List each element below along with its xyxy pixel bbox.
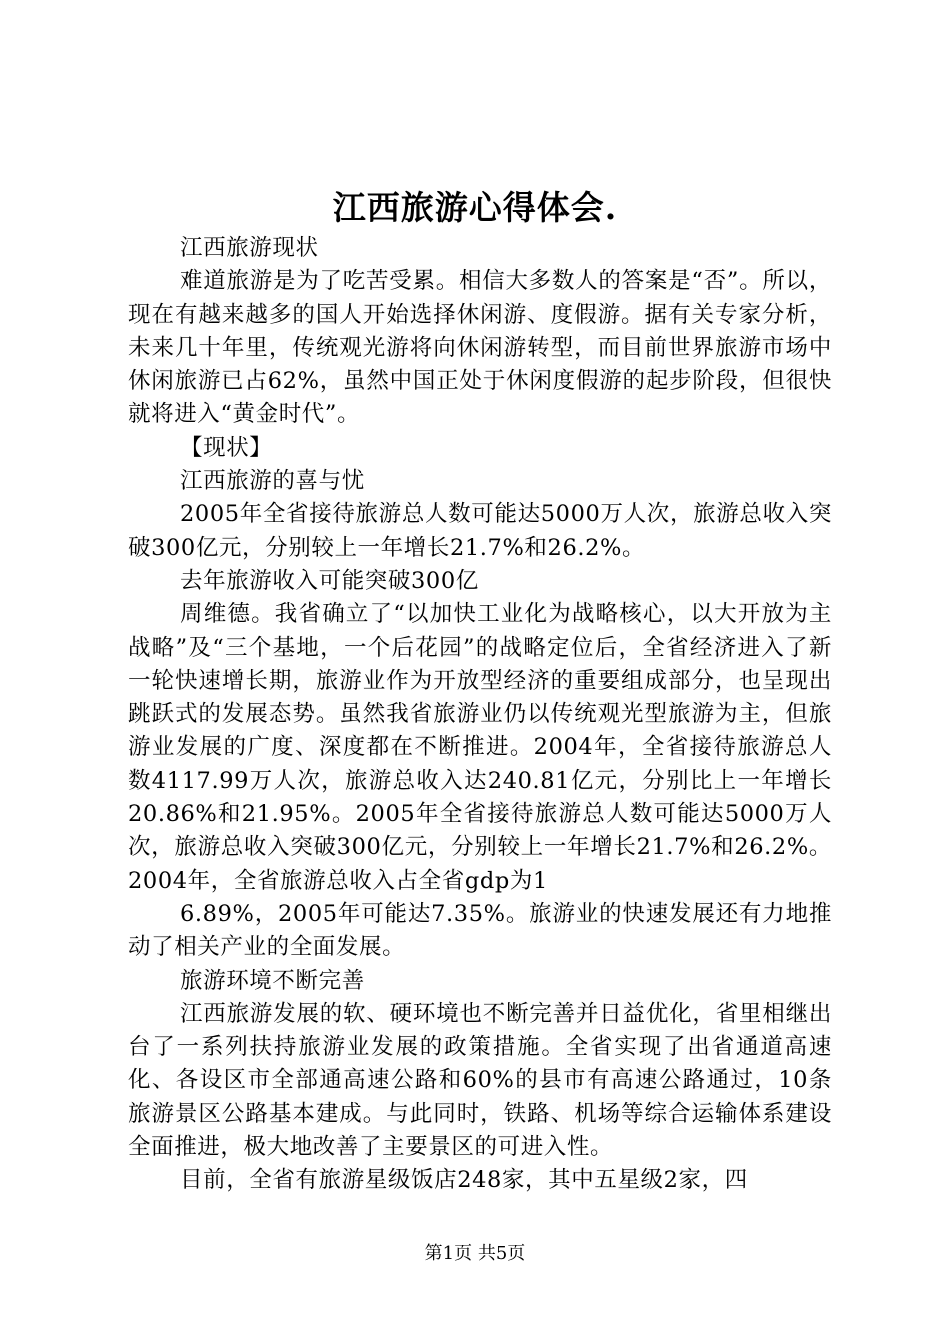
- body-paragraph: 难道旅游是为了吃苦受累。相信大多数人的答案是“否”。所以，现在有越来越多的国人开始选择休闲游、度假游。据有关专家分析，未来几十年里，传统观光游将向休闲游转型，而目前世界旅游市场中休闲旅游已占62%，虽然中国正处于休闲度假游的起步阶段，但很快就将进入“黄金时代”。: [128, 268, 832, 428]
- section-heading: 【现状】: [180, 434, 273, 461]
- document-body: [128, 232, 832, 1198]
- body-paragraph: 2005年全省接待旅游总人数可能达5000万人次，旅游总收入突破300亿元，分别较上一年增长21.7%和26.2%。: [128, 501, 832, 561]
- body-paragraph: 目前，全省有旅游星级饭店248家，其中五星级2家，四: [180, 1167, 748, 1194]
- section-heading: 去年旅游收入可能突破300亿: [180, 567, 479, 594]
- section-heading: 江西旅游的喜与忧: [180, 468, 365, 495]
- section-heading: 江西旅游现状: [180, 235, 319, 261]
- body-paragraph: 周维德。我省确立了“以加快工业化为战略核心，以大开放为主战略”及“三个基地，一个后花园”的战略定位后，全省经济进入了新一轮快速增长期，旅游业作为开放型经济的重要组成部分，也呈现出跳跃式的发展态势。虽然我省旅游业仍以传统观光型旅游为主，但旅游业发展的广度、深度都在不断推进。2004年，全省接待旅游总人数4117.99万人次，旅游总收入达240.81亿元，分别比上一年增长20.86%和21.95%。2005年全省接待旅游总人数可能达5000万人次，旅游总收入突破300亿元，分别较上一年增长21.7%和26.2%。2004年，全省旅游总收入占全省gdp为1: [128, 601, 832, 894]
- page-number: 第1页 共5页: [424, 1243, 526, 1264]
- body-paragraph: 江西旅游发展的软、硬环境也不断完善并日益优化，省里相继出台了一系列扶持旅游业发展的政策措施。全省实现了出省通道高速化、各设区市全部通高速公路和60%的县市有高速公路通过，10条旅游景区公路基本建成。与此同时，铁路、机场等综合运输体系建设全面推进，极大地改善了主要景区的可进入性。: [128, 1000, 832, 1161]
- document-title: 江西旅游心得体会.: [332, 188, 618, 227]
- body-paragraph: 6.89%，2005年可能达7.35%。旅游业的快速发展还有力地推动了相关产业的全面发展。: [128, 900, 832, 961]
- section-heading: 旅游环境不断完善: [180, 967, 365, 994]
